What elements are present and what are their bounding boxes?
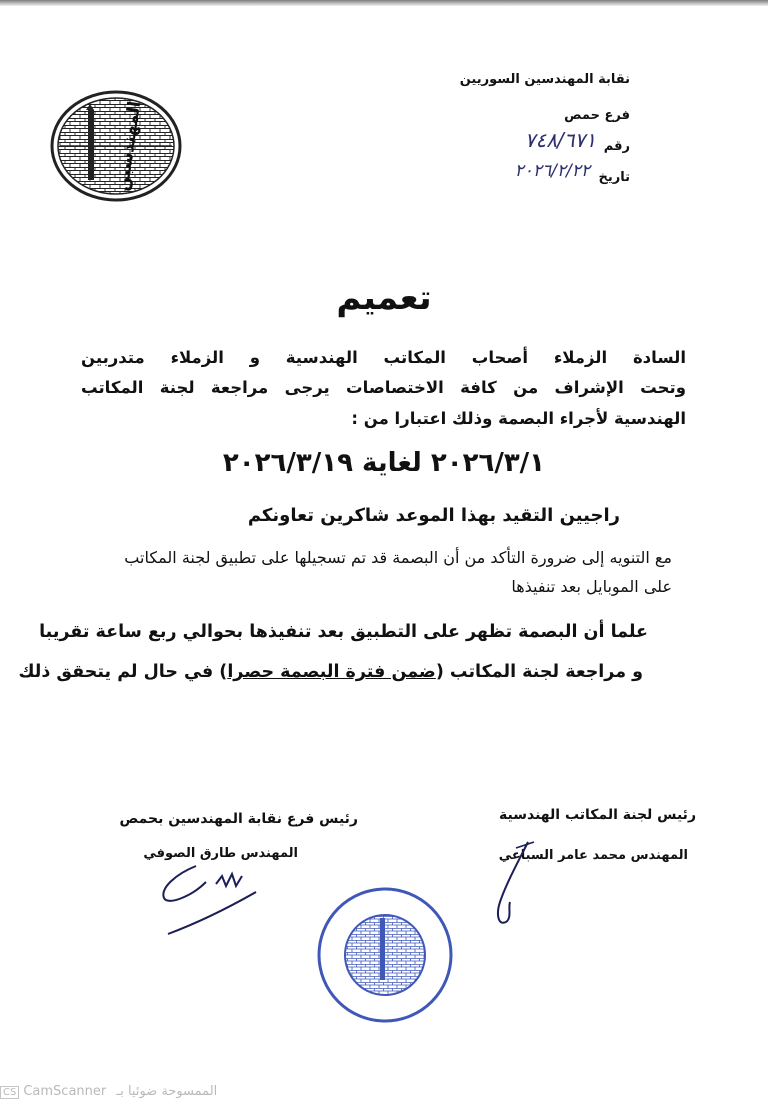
scanner-name: CamScanner bbox=[23, 1084, 107, 1099]
left-signature-icon bbox=[152, 852, 262, 938]
syndicate-seal-logo bbox=[50, 90, 182, 202]
branch-name: فرع حمص bbox=[564, 108, 630, 123]
svg-text:الجمهورية العربية السورية - نق bbox=[316, 886, 324, 890]
notice-2-before: و مراجعة لجنة المكاتب ( bbox=[435, 662, 643, 682]
notice-2-underlined: ضمن فترة البصمة حصرا bbox=[227, 662, 436, 682]
scan-edge bbox=[0, 0, 768, 6]
notice-line-1: علما أن البصمة تظهر على التطبيق بعد تنفيذها بحوالي ربع ساعة تقريبا bbox=[39, 622, 648, 642]
scanned-by-text: الممسوحة ضوئيا بـ bbox=[116, 1084, 218, 1099]
notice-2-after: ) في حال لم يتحقق ذلك bbox=[18, 662, 228, 682]
cs-badge: CS bbox=[0, 1086, 19, 1099]
left-signatory-title: رئيس فرع نقابة المهندسين بحمص bbox=[119, 811, 358, 827]
intro-line-2: وتحت الإشراف من كافة الاختصاصات يرجى مراجعة لجنة المكاتب bbox=[81, 378, 686, 397]
note-line-1: مع التنويه إلى ضرورة التأكد من أن البصمة قد تم تسجيلها على تطبيق لجنة المكاتب bbox=[124, 548, 672, 567]
intro-line-3: الهندسية لأجراء البصمة وذلك اعتبارا من : bbox=[351, 409, 686, 428]
scanner-footer bbox=[0, 1084, 217, 1099]
note-line-2: على الموبايل بعد تنفيذها bbox=[511, 577, 672, 596]
seal-logo-icon bbox=[50, 90, 182, 202]
cooperation-text: راجيين التقيد بهذا الموعد شاكرين تعاونكم bbox=[247, 505, 620, 526]
official-stamp-icon bbox=[316, 886, 454, 1024]
right-signatory-name: المهندس محمد عامر السباعي bbox=[498, 848, 688, 863]
left-signatory-name: المهندس طارق الصوفي bbox=[143, 846, 298, 861]
date-value: ٢٠٢٦/٢/٢٢ bbox=[514, 161, 590, 181]
right-signature-icon bbox=[488, 838, 548, 930]
intro-line-1: السادة الزملاء أصحاب المكاتب الهندسية و الزملاء متدربين bbox=[81, 348, 686, 367]
date-label: تاريخ bbox=[598, 170, 630, 185]
date-range: ٢٠٢٦/٣/١ لغاية ٢٠٢٦/٣/١٩ bbox=[222, 448, 546, 478]
svg-text:المهندسين: المهندسين bbox=[112, 99, 146, 193]
number-label: رقم bbox=[603, 139, 630, 154]
right-signatory-title: رئيس لجنة المكاتب الهندسية bbox=[499, 807, 696, 823]
notice-line-2 bbox=[18, 662, 643, 682]
document-title: تعميم bbox=[336, 278, 432, 318]
official-stamp bbox=[316, 886, 454, 1024]
number-value: ٧٤٨/٦٧١ bbox=[524, 128, 596, 152]
org-name: نقابة المهندسين السوريين bbox=[459, 72, 630, 87]
